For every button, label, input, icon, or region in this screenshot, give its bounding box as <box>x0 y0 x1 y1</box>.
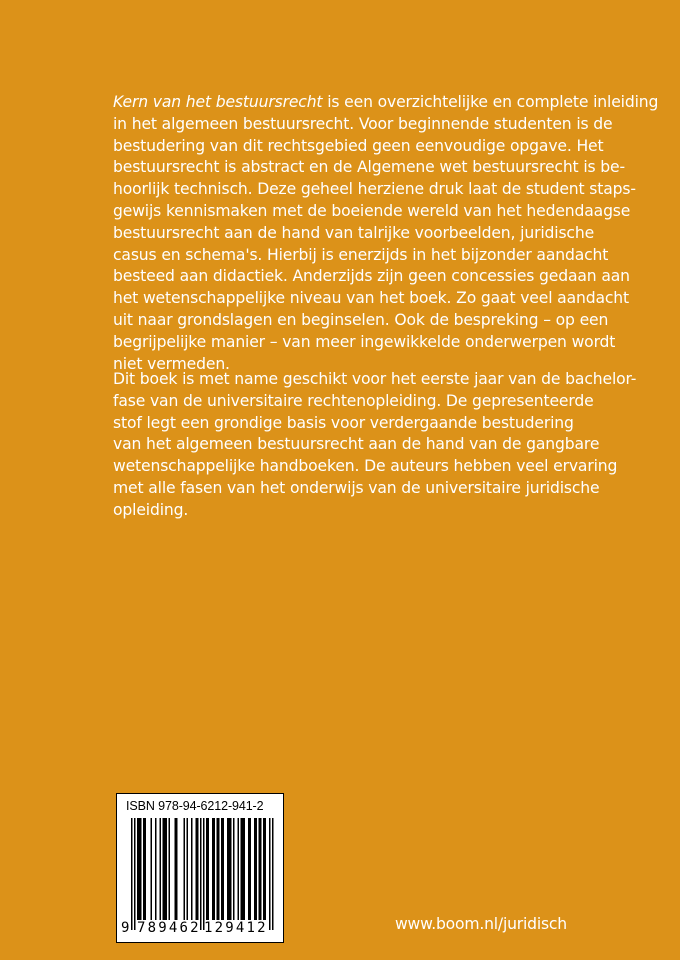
barcode-bar <box>212 818 215 920</box>
barcode-bar <box>217 818 220 920</box>
barcode-bar <box>151 818 153 920</box>
blurb-line-rest: is een overzichtelijke en complete inleiding <box>322 93 659 111</box>
barcode-bar <box>131 818 133 930</box>
blurb-line: Dit boek is met name geschikt voor het eerste jaar van de bachelor- <box>113 370 637 388</box>
barcode-bar <box>187 818 189 920</box>
barcode-bar <box>160 818 162 920</box>
book-title-italic: Kern van het bestuursrecht <box>113 93 323 111</box>
barcode-bar <box>143 818 146 920</box>
blurb-line: bestudering van dit rechtsgebied geen eenvoudige opgave. Het <box>113 136 604 155</box>
barcode-bar <box>191 818 193 920</box>
barcode-box <box>116 793 284 943</box>
barcode-bar <box>248 818 251 920</box>
barcode-bar <box>196 818 199 920</box>
ean-first-digit: 9 <box>121 920 130 936</box>
barcode-bar <box>203 818 205 930</box>
barcode-bar <box>163 818 168 920</box>
blurb-line: in het algemeen bestuursrecht. Voor beginnende studenten is de <box>113 114 613 133</box>
blurb-line: gewijs kennismaken met de boeiende wereld van het hedendaagse <box>113 201 631 220</box>
ean-right-group: 129412 <box>204 920 268 936</box>
blurb-line <box>113 92 659 114</box>
ean-digits <box>117 920 283 940</box>
barcode-bar <box>200 818 202 930</box>
blurb-line: opleiding. <box>113 500 189 519</box>
ean-left-group: 789462 <box>137 920 201 936</box>
barcode-bar <box>233 818 235 920</box>
publisher-website: www.boom.nl/juridisch <box>395 915 567 933</box>
barcode-bar <box>169 818 171 920</box>
barcode-bar <box>184 818 186 920</box>
blurb-line: begrijpelijke manier – van meer ingewikkelde onderwerpen wordt <box>113 332 616 351</box>
barcode-bar <box>227 818 232 920</box>
blurb-line: wetenschappelijke handboeken. De auteurs hebben veel ervaring <box>113 457 618 476</box>
barcode-bar <box>175 818 178 920</box>
blurb-line: hoorlijk technisch. Deze geheel herziene druk laat de student staps- <box>113 180 636 199</box>
blurb-line: niet vermeden. <box>113 354 230 373</box>
barcode-bar <box>134 818 136 930</box>
barcode-bar <box>263 818 266 920</box>
barcode-bar <box>269 818 271 930</box>
blurb-line: het wetenschappelijke niveau van het boek. Zo gaat veel aandacht <box>113 289 630 308</box>
barcode-bar <box>272 818 274 930</box>
blurb-line: bestuursrecht aan de hand van talrijke voorbeelden, juridische <box>113 223 595 242</box>
isbn-label: ISBN 978-94-6212-941-2 <box>126 799 264 813</box>
barcode-bar <box>206 818 209 920</box>
blurb-line: uit naar grondslagen en beginselen. Ook de bespreking – op een <box>113 310 609 329</box>
blurb-line: fase van de universitaire rechtenopleiding. De gepresenteerde <box>113 391 594 410</box>
blurb-line: bestuursrecht is abstract en de Algemene wet bestuursrecht is be- <box>113 158 625 177</box>
blurb-line: van het algemeen bestuursrecht aan de hand van de gangbare <box>113 435 600 454</box>
barcode-bar <box>238 818 240 920</box>
barcode-bar <box>259 818 262 920</box>
barcode-bar <box>155 818 157 920</box>
blurb-line: stof legt een grondige basis voor verdergaande bestudering <box>113 413 574 432</box>
barcode-bar <box>221 818 224 920</box>
barcode-bar <box>241 818 246 920</box>
blurb-line: besteed aan didactiek. Anderzijds zijn geen concessies gedaan aan <box>113 267 630 286</box>
blurb-line: casus en schema's. Hierbij is enerzijds in het bijzonder aandacht <box>113 245 609 264</box>
barcode-bar <box>254 818 257 920</box>
blurb-paragraph-2 <box>113 369 637 522</box>
blurb-paragraph-1 <box>113 92 659 375</box>
barcode-bar <box>137 818 142 920</box>
blurb-line: met alle fasen van het onderwijs van de universitaire juridische <box>113 478 600 497</box>
